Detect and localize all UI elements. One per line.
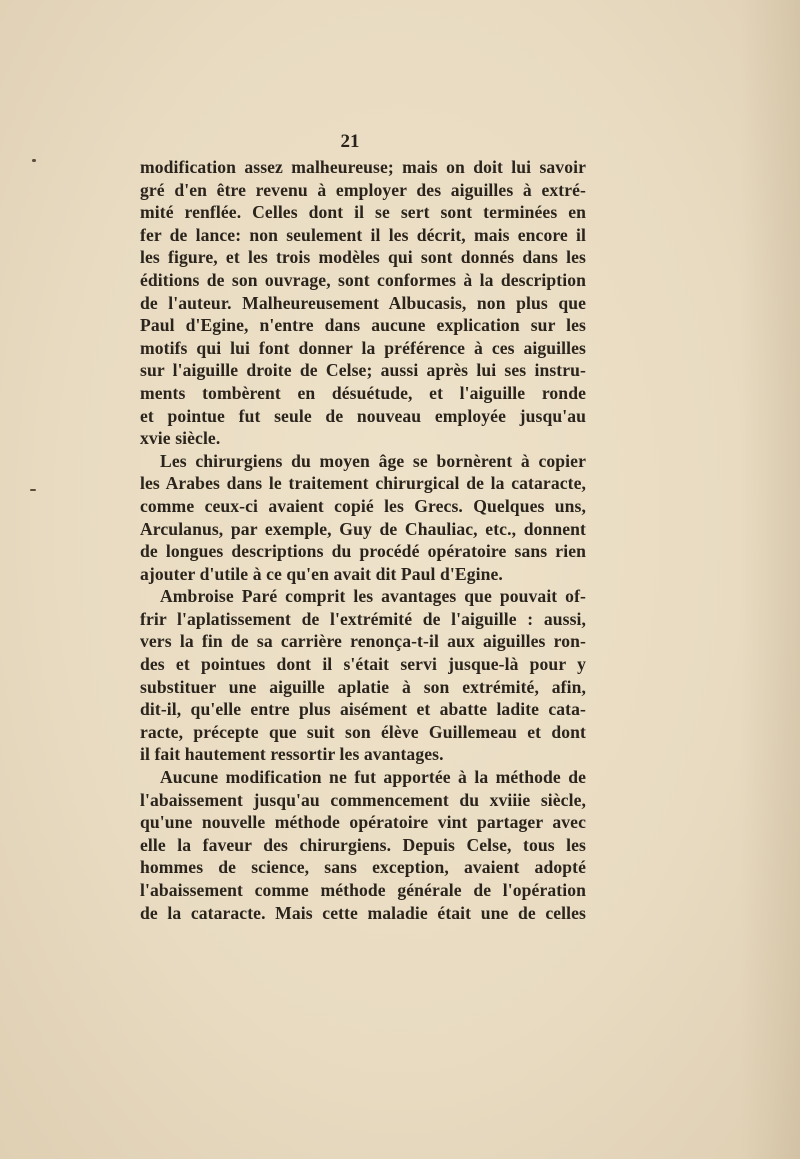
text-line: Aucune modification ne fut apportée à la méthode de (160, 767, 586, 788)
page-number: 21 (340, 131, 360, 152)
text-line: substituer une aiguille aplatie à son extrémité, afin, (140, 676, 586, 697)
text-line: des et pointues dont il s'était servi jusque-là pour y (140, 654, 586, 675)
text-line: de l'auteur. Malheureusement Albucasis, non plus que (140, 292, 586, 313)
text-line: elle la faveur des chirurgiens. Depuis Celse, tous les (140, 834, 586, 855)
text-line: il fait hautement ressortir les avantages. (140, 744, 444, 765)
text-line: hommes de science, sans exception, avaient adopté (140, 857, 586, 878)
text-line: motifs qui lui font donner la préférence à ces aiguilles (140, 337, 586, 358)
text-line: de la cataracte. Mais cette maladie était une de celles (140, 902, 586, 923)
text-line: sur l'aiguille droite de Celse; aussi après lui ses instru- (140, 360, 586, 381)
text-line: gré d'en être revenu à employer des aiguilles à extré- (140, 179, 586, 200)
page-edge-shadow (740, 0, 800, 1159)
text-line: ments tombèrent en désuétude, et l'aiguille ronde (140, 382, 586, 403)
text-line: modification assez malheureuse; mais on doit lui savoir (140, 157, 586, 177)
text-line: et pointue fut seule de nouveau employée jusqu'au (140, 405, 586, 426)
text-line: dit-il, qu'elle entre plus aisément et abatte ladite cata- (140, 699, 586, 720)
text-line: fer de lance: non seulement il les décrit, mais encore il (140, 224, 586, 245)
text-line: Les chirurgiens du moyen âge se bornèrent à copier (160, 450, 586, 471)
text-line: comme ceux-ci avaient copié les Grecs. Quelques uns, (140, 495, 586, 516)
text-line: ajouter d'utile à ce qu'en avait dit Paul d'Egine. (140, 563, 503, 584)
text-line: les figure, et les trois modèles qui sont donnés dans les (140, 247, 586, 268)
text-line: l'abaissement comme méthode générale de l'opération (140, 880, 586, 900)
text-line: l'abaissement jusqu'au commencement du xviiie siècle, (140, 789, 586, 810)
text-line: les Arabes dans le traitement chirurgical de la cataracte, (140, 473, 586, 494)
text-line: Ambroise Paré comprit les avantages que pouvait of- (160, 586, 586, 607)
text-line: mité renflée. Celles dont il se sert sont terminées en (140, 202, 586, 223)
text-line: frir l'aplatissement de l'extrémité de l'aiguille : aussi, (140, 608, 586, 629)
ink-speck (30, 489, 36, 491)
text-line: racte, précepte que suit son élève Guillemeau et dont (140, 721, 586, 742)
text-line: vers la fin de sa carrière renonça-t-il aux aiguilles ron- (140, 631, 586, 652)
ink-speck (32, 159, 36, 162)
text-line: Arculanus, par exemple, Guy de Chauliac, etc., donnent (140, 518, 586, 539)
text-line: de longues descriptions du procédé opératoire sans rien (140, 541, 586, 562)
text-line: Paul d'Egine, n'entre dans aucune explication sur les (140, 315, 586, 336)
body-text (140, 156, 586, 924)
text-line: éditions de son ouvrage, sont conformes à la description (140, 269, 586, 290)
text-line: xvie siècle. (140, 428, 221, 449)
text-line: qu'une nouvelle méthode opératoire vint partager avec (140, 812, 586, 833)
